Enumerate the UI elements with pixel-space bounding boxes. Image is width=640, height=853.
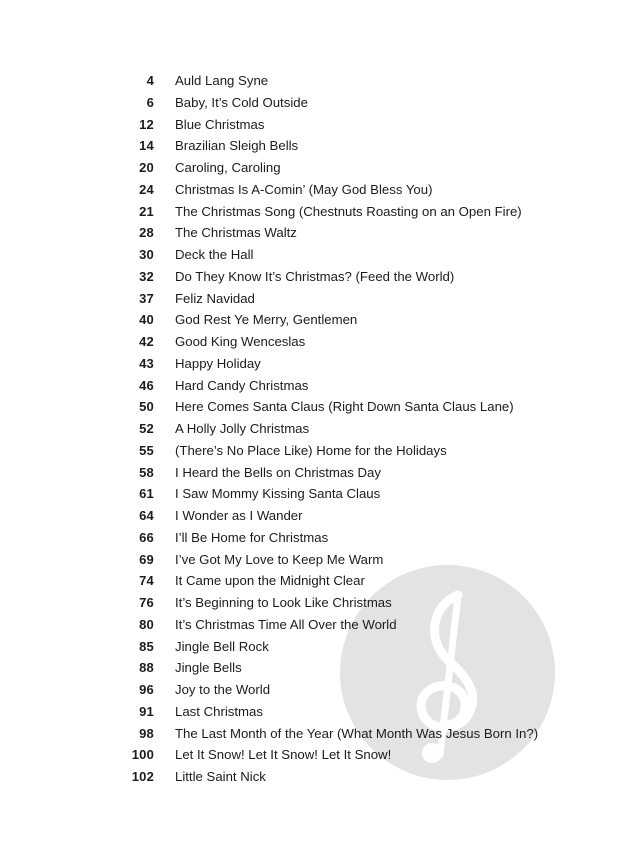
toc-song-title: It Came upon the Midnight Clear xyxy=(175,573,365,589)
toc-song-title: Caroling, Caroling xyxy=(175,160,281,175)
toc-entry xyxy=(0,353,640,375)
toc-entry xyxy=(0,592,640,614)
toc-entry xyxy=(0,636,640,658)
toc-page-number: 98 xyxy=(139,725,154,741)
toc-entry xyxy=(0,309,640,331)
toc-song-title: Joy to the World xyxy=(175,682,271,697)
toc-page-number: 28 xyxy=(139,225,154,241)
toc-page-number: 88 xyxy=(139,660,154,676)
toc-page-number: 85 xyxy=(139,638,154,654)
toc-song-title: The Last Month of the Year (What Month Was Jesus Born In?) xyxy=(175,725,539,741)
toc-song-title: I’ll Be Home for Christmas xyxy=(175,529,329,545)
toc-entry xyxy=(0,157,640,179)
toc-song-title: Happy Holiday xyxy=(175,355,261,371)
toc-entry xyxy=(0,114,640,136)
toc-song-title: Christmas Is A-Comin’ (May God Bless You) xyxy=(175,181,433,197)
toc-page-number: 30 xyxy=(139,247,154,262)
toc-page-number: 20 xyxy=(139,160,154,175)
toc-entry xyxy=(0,701,640,723)
toc-page-number: 12 xyxy=(139,116,154,132)
toc-song-title: I Wonder as I Wander xyxy=(175,508,303,523)
toc-entry xyxy=(0,744,640,766)
toc-page-number: 46 xyxy=(139,377,154,393)
toc-song-title: Last Christmas xyxy=(175,703,263,719)
toc-song-title: Little Saint Nick xyxy=(175,769,266,784)
toc-page-number: 43 xyxy=(139,355,154,371)
toc-page-number: 96 xyxy=(139,682,154,697)
toc-page-number: 21 xyxy=(139,203,154,219)
toc-entry xyxy=(0,179,640,201)
toc-song-title: Baby, It’s Cold Outside xyxy=(175,94,308,110)
toc-entry xyxy=(0,222,640,244)
toc-page-number: 52 xyxy=(139,421,154,436)
toc-song-title: Deck the Hall xyxy=(175,247,254,262)
toc-song-title: Jingle Bells xyxy=(175,660,242,676)
toc-song-title: Blue Christmas xyxy=(175,116,265,132)
toc-page-number: 69 xyxy=(139,551,154,567)
toc-song-title: (There’s No Place Like) Home for the Holidays xyxy=(175,442,447,458)
toc-page-number: 40 xyxy=(139,312,154,328)
toc-song-title: Jingle Bell Rock xyxy=(175,638,269,654)
toc-song-title: I Saw Mommy Kissing Santa Claus xyxy=(175,486,381,502)
toc-entry xyxy=(0,614,640,636)
toc-song-title: Auld Lang Syne xyxy=(175,73,269,88)
toc-page-number: 76 xyxy=(139,595,154,610)
toc-entry xyxy=(0,201,640,223)
toc-page-number: 42 xyxy=(139,334,154,349)
toc-page-number: 37 xyxy=(139,290,154,306)
toc-page-number: 6 xyxy=(146,94,154,110)
toc-page-number: 24 xyxy=(139,181,154,197)
toc-entry xyxy=(0,244,640,266)
toc-entry xyxy=(0,396,640,418)
toc-entry xyxy=(0,92,640,114)
toc-song-title: Good King Wenceslas xyxy=(175,334,306,349)
toc-page-number: 80 xyxy=(139,616,154,632)
toc-page-number: 61 xyxy=(139,486,154,502)
toc-page-number: 58 xyxy=(139,464,154,480)
toc-entry xyxy=(0,679,640,701)
toc-page-number: 32 xyxy=(139,268,154,284)
toc-page-number: 66 xyxy=(139,529,154,545)
toc-song-title: Here Comes Santa Claus (Right Down Santa Claus Lane) xyxy=(175,399,514,415)
toc-page-number: 55 xyxy=(139,442,154,458)
toc-page-number: 4 xyxy=(146,73,154,88)
toc-song-title: Feliz Navidad xyxy=(175,290,255,306)
toc-entry xyxy=(0,505,640,527)
toc-entry xyxy=(0,549,640,571)
toc-entry xyxy=(0,288,640,310)
toc-entry xyxy=(0,375,640,397)
toc-song-title: A Holly Jolly Christmas xyxy=(175,421,310,436)
toc-entry xyxy=(0,418,640,440)
toc-page-number: 102 xyxy=(131,769,154,784)
toc-entry xyxy=(0,266,640,288)
toc-song-title: Brazilian Sleigh Bells xyxy=(175,138,299,154)
toc-entry xyxy=(0,483,640,505)
toc-song-title: It’s Christmas Time All Over the World xyxy=(175,616,397,632)
toc-song-title: Hard Candy Christmas xyxy=(175,377,309,393)
toc-song-title: It’s Beginning to Look Like Christmas xyxy=(175,595,392,610)
toc-song-title: I Heard the Bells on Christmas Day xyxy=(175,464,381,480)
toc-entry xyxy=(0,70,640,92)
toc-page-number: 14 xyxy=(139,138,154,154)
toc-song-title: Let It Snow! Let It Snow! Let It Snow! xyxy=(175,747,392,763)
toc-page-number: 64 xyxy=(139,508,154,523)
toc-entry xyxy=(0,527,640,549)
toc-song-title: God Rest Ye Merry, Gentlemen xyxy=(175,312,358,328)
toc-entry xyxy=(0,462,640,484)
toc-entry xyxy=(0,766,640,788)
toc-page-number: 100 xyxy=(131,747,154,763)
toc-song-title: The Christmas Waltz xyxy=(175,225,297,241)
toc-song-title: I’ve Got My Love to Keep Me Warm xyxy=(175,551,384,567)
toc-entry xyxy=(0,570,640,592)
toc-page-number: 50 xyxy=(139,399,154,415)
toc-entry xyxy=(0,440,640,462)
toc-page-number: 91 xyxy=(139,703,154,719)
toc-song-title: The Christmas Song (Chestnuts Roasting on an Open Fire) xyxy=(175,203,522,219)
toc-entry xyxy=(0,657,640,679)
toc-song-title: Do They Know It’s Christmas? (Feed the World) xyxy=(175,268,455,284)
toc-entry xyxy=(0,331,640,353)
table-of-contents xyxy=(0,70,640,788)
toc-entry xyxy=(0,723,640,745)
toc-entry xyxy=(0,135,640,157)
toc-page-number: 74 xyxy=(139,573,154,589)
